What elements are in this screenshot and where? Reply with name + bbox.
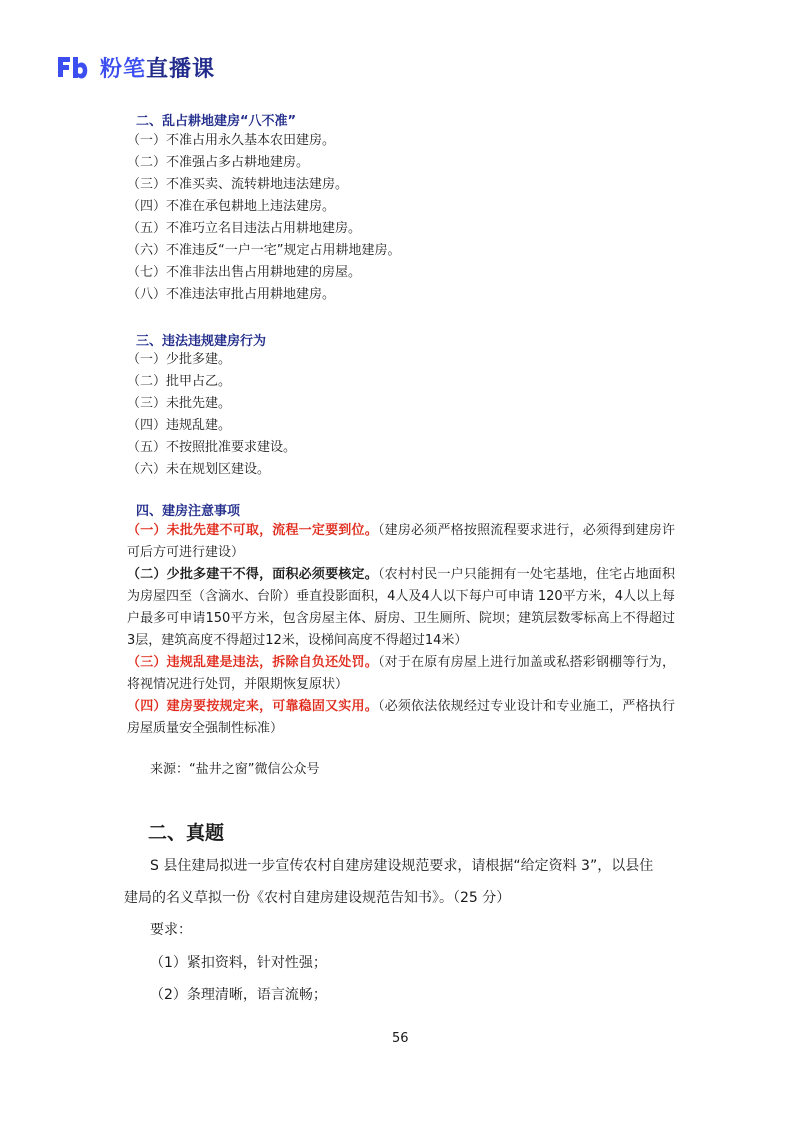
list-item: （八）不准违法审批占用耕地建房。	[127, 287, 336, 302]
prohibitions-list	[127, 130, 400, 306]
page-number: 56	[392, 1031, 409, 1046]
illegal-behaviors-list	[127, 349, 296, 481]
question-text-line: S 县住建局拟进一步宣传农村自建房建设规范要求，请根据“给定资料 3”，以县住	[150, 858, 654, 874]
requirement-item: （2）条理清晰，语言流畅；	[150, 987, 327, 1003]
precaution-detail: （必须依法依规经过专业设计和专业施工，严格执行房屋质量安全强制性标准）	[127, 699, 675, 736]
precaution-lead: （一）未批先建不可取，流程一定要到位。	[127, 523, 378, 538]
precautions-list	[127, 520, 675, 740]
requirement-item: （1）紧扣资料，针对性强；	[150, 955, 327, 971]
fb-logo-icon	[56, 55, 90, 79]
precaution-detail: （建房必须严格按照流程要求进行，必须得到建房许可后方可进行建设）	[127, 523, 675, 560]
logo-text	[100, 52, 215, 83]
source-note: 来源：“盐井之窗”微信公众号	[150, 762, 320, 777]
list-item: （四）不准在承包耕地上违法建房。	[127, 199, 336, 214]
list-item: （五）不准巧立名目违法占用耕地建房。	[127, 221, 362, 236]
list-item: （六）未在规划区建设。	[127, 462, 271, 477]
list-item: （七）不准非法出售占用耕地建的房屋。	[127, 265, 362, 280]
precaution-item	[127, 652, 675, 696]
section-heading-eight-prohibitions: 二、乱占耕地建房“八不准”	[136, 114, 297, 129]
logo-brand: 粉笔	[100, 56, 147, 82]
list-item: （一）不准占用永久基本农田建房。	[127, 133, 336, 148]
list-item: （三）未批先建。	[127, 396, 232, 411]
list-item: （三）不准买卖、流转耕地违法建房。	[127, 177, 349, 192]
list-item: （二）批甲占乙。	[127, 374, 232, 389]
precaution-item	[127, 520, 675, 564]
precaution-detail: （对于在原有房屋上进行加盖或私搭彩钢棚等行为，将视情况进行处罚，并限期恢复原状）	[127, 655, 675, 692]
section-title-real-question: 二、真题	[148, 822, 225, 844]
question-text-line: 建局的名义草拟一份《农村自建房建设规范告知书》。（25 分）	[124, 890, 511, 906]
list-item: （一）少批多建。	[127, 352, 232, 367]
precaution-item	[127, 696, 675, 740]
precaution-item	[127, 564, 675, 652]
precaution-lead: （四）建房要按规定来，可靠稳固又实用。	[127, 699, 378, 714]
brand-logo	[56, 52, 215, 82]
list-item: （五）不按照批准要求建设。	[127, 440, 297, 455]
precaution-detail: （农村村民一户只能拥有一处宅基地，住宅占地面积为房屋四至（含滴水、台阶）垂直投影面积，4人及4人以下每户可申请 120平方米，4人以上每户最多可申请150平方米，包含房屋主体、厨房、卫生厕所、院坝；建筑层数零标高上不得超过3层，建筑高度不得超过12米，设梯间高度不得超过14米）	[127, 567, 675, 648]
section-heading-illegal-construction: 三、违法违规建房行为	[136, 334, 267, 349]
requirements-label: 要求：	[150, 922, 192, 938]
precaution-lead: （二）少批多建干不得，面积必须要核定。	[127, 567, 378, 582]
list-item: （六）不准违反“一户一宅”规定占用耕地建房。	[127, 243, 401, 258]
section-heading-precautions: 四、建房注意事项	[136, 504, 241, 519]
logo-sub: 直播课	[146, 56, 216, 82]
precaution-lead: （三）违规乱建是违法，拆除自负还处罚。	[127, 655, 378, 670]
list-item: （四）违规乱建。	[127, 418, 232, 433]
list-item: （二）不准强占多占耕地建房。	[127, 155, 310, 170]
